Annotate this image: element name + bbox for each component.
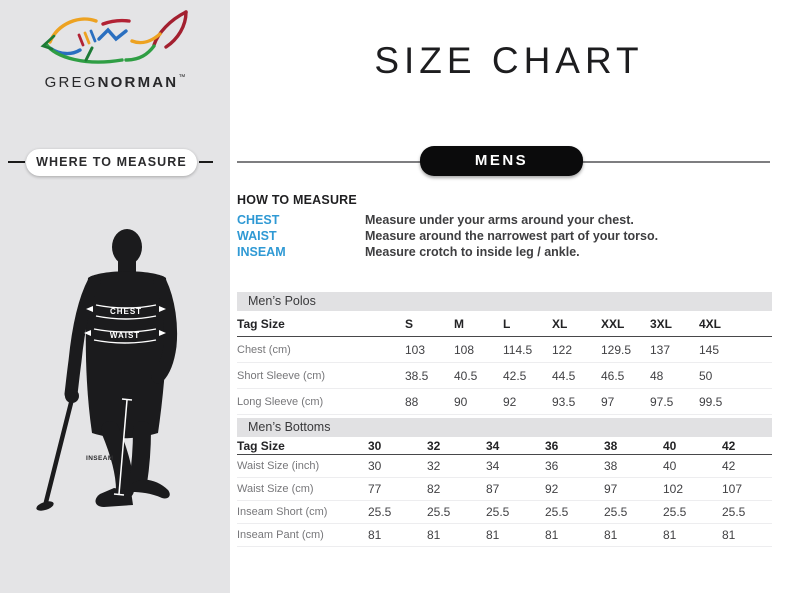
row-label: Inseam Pant (cm) [237,529,324,541]
brand-wordmark [0,74,230,91]
table-title-bar: Men’s Bottoms [237,418,772,437]
table-cell: 81 [486,528,500,542]
measure-term: CHEST [237,213,280,227]
table-cell: 122 [552,343,573,357]
divider-dash-left [8,161,25,163]
column-header: 3XL [650,317,673,331]
table-cell: 77 [368,482,382,496]
table-cell: 92 [545,482,559,496]
table-cell: 36 [545,459,559,473]
mens-category-badge[interactable]: MENS [420,146,583,176]
sidebar [0,0,230,593]
table-cell: 81 [545,528,559,542]
table-cell: 103 [405,343,426,357]
table-cell: 107 [722,482,743,496]
table-cell: 48 [650,369,664,383]
measure-description: Measure around the narrowest part of your torso. [365,229,659,243]
size-table [237,292,772,415]
column-header: 30 [368,439,382,453]
table-cell: 114.5 [503,343,533,357]
column-header: 40 [663,439,677,453]
waist-band-label: WAIST [109,331,141,340]
table-cell: 42 [722,459,736,473]
table-row [237,524,772,547]
table-cell: 81 [722,528,736,542]
column-header: 32 [427,439,441,453]
chest-band-label: CHEST [109,307,143,316]
table-row [237,478,772,501]
trademark-symbol: ™ [178,74,186,81]
row-label: Waist Size (inch) [237,460,320,472]
column-header: M [454,317,464,331]
table-row [237,337,772,363]
measure-instruction-row [237,244,777,260]
table-cell: 81 [663,528,677,542]
measure-description: Measure under your arms around your chest. [365,213,634,227]
measure-term: INSEAM [237,245,286,259]
table-header-row [237,437,772,455]
table-cell: 108 [454,343,475,357]
measure-term: WAIST [237,229,277,243]
table-cell: 25.5 [722,505,746,519]
row-label: Long Sleeve (cm) [237,396,324,408]
table-cell: 44.5 [552,369,576,383]
table-cell: 38 [604,459,618,473]
table-header-label: Tag Size [237,317,285,331]
row-label: Short Sleeve (cm) [237,370,326,382]
how-to-measure-heading: HOW TO MEASURE [237,193,357,207]
table-cell: 99.5 [699,395,723,409]
table-cell: 81 [427,528,441,542]
table-row [237,363,772,389]
column-header: 36 [545,439,559,453]
table-cell: 25.5 [368,505,392,519]
table-cell: 40.5 [454,369,478,383]
table-row [237,455,772,478]
where-to-measure-label: WHERE TO MEASURE [26,149,197,176]
column-header: 4XL [699,317,722,331]
table-cell: 82 [427,482,441,496]
measure-instruction-row [237,228,777,244]
column-header: L [503,317,511,331]
table-cell: 102 [663,482,684,496]
column-header: XL [552,317,568,331]
brand-last: NORMAN [97,74,179,91]
shark-logo-icon [36,8,196,70]
column-header: XXL [601,317,625,331]
divider-dash-right [199,161,213,163]
table-cell: 25.5 [545,505,569,519]
table-cell: 38.5 [405,369,429,383]
row-label: Waist Size (cm) [237,483,314,495]
table-cell: 25.5 [427,505,451,519]
column-header: 38 [604,439,618,453]
table-cell: 34 [486,459,500,473]
table-cell: 42.5 [503,369,527,383]
table-cell: 30 [368,459,382,473]
measure-instruction-row [237,212,777,228]
row-label: Chest (cm) [237,344,291,356]
table-cell: 25.5 [604,505,628,519]
table-cell: 92 [503,395,517,409]
table-cell: 88 [405,395,419,409]
row-label: Inseam Short (cm) [237,506,328,518]
table-header-row [237,311,772,337]
table-row [237,389,772,415]
table-cell: 97.5 [650,395,674,409]
measure-instructions [237,212,777,260]
column-header: S [405,317,414,331]
table-row [237,501,772,524]
table-title-bar: Men’s Polos [237,292,772,311]
table-cell: 137 [650,343,671,357]
main-content [230,0,788,593]
table-cell: 46.5 [601,369,625,383]
page-title: SIZE CHART [374,40,644,81]
table-cell: 90 [454,395,468,409]
column-header: 34 [486,439,500,453]
how-to-measure-section [237,193,777,260]
table-cell: 93.5 [552,395,576,409]
golf-club [46,395,73,502]
column-header: 42 [722,439,736,453]
table-cell: 97 [601,395,615,409]
table-cell: 50 [699,369,713,383]
table-cell: 129.5 [601,343,632,357]
table-cell: 40 [663,459,677,473]
table-cell: 145 [699,343,720,357]
table-cell: 25.5 [486,505,510,519]
table-cell: 81 [604,528,618,542]
table-cell: 32 [427,459,441,473]
table-cell: 97 [604,482,618,496]
brand-first: GREG [44,74,98,91]
inseam-label: INSEAM [86,455,114,462]
table-header-label: Tag Size [237,439,285,453]
table-cell: 25.5 [663,505,687,519]
table-cell: 81 [368,528,382,542]
table-cell: 87 [486,482,500,496]
golfer-silhouette [30,226,210,526]
measure-description: Measure crotch to inside leg / ankle. [365,245,580,259]
size-table [237,418,772,547]
